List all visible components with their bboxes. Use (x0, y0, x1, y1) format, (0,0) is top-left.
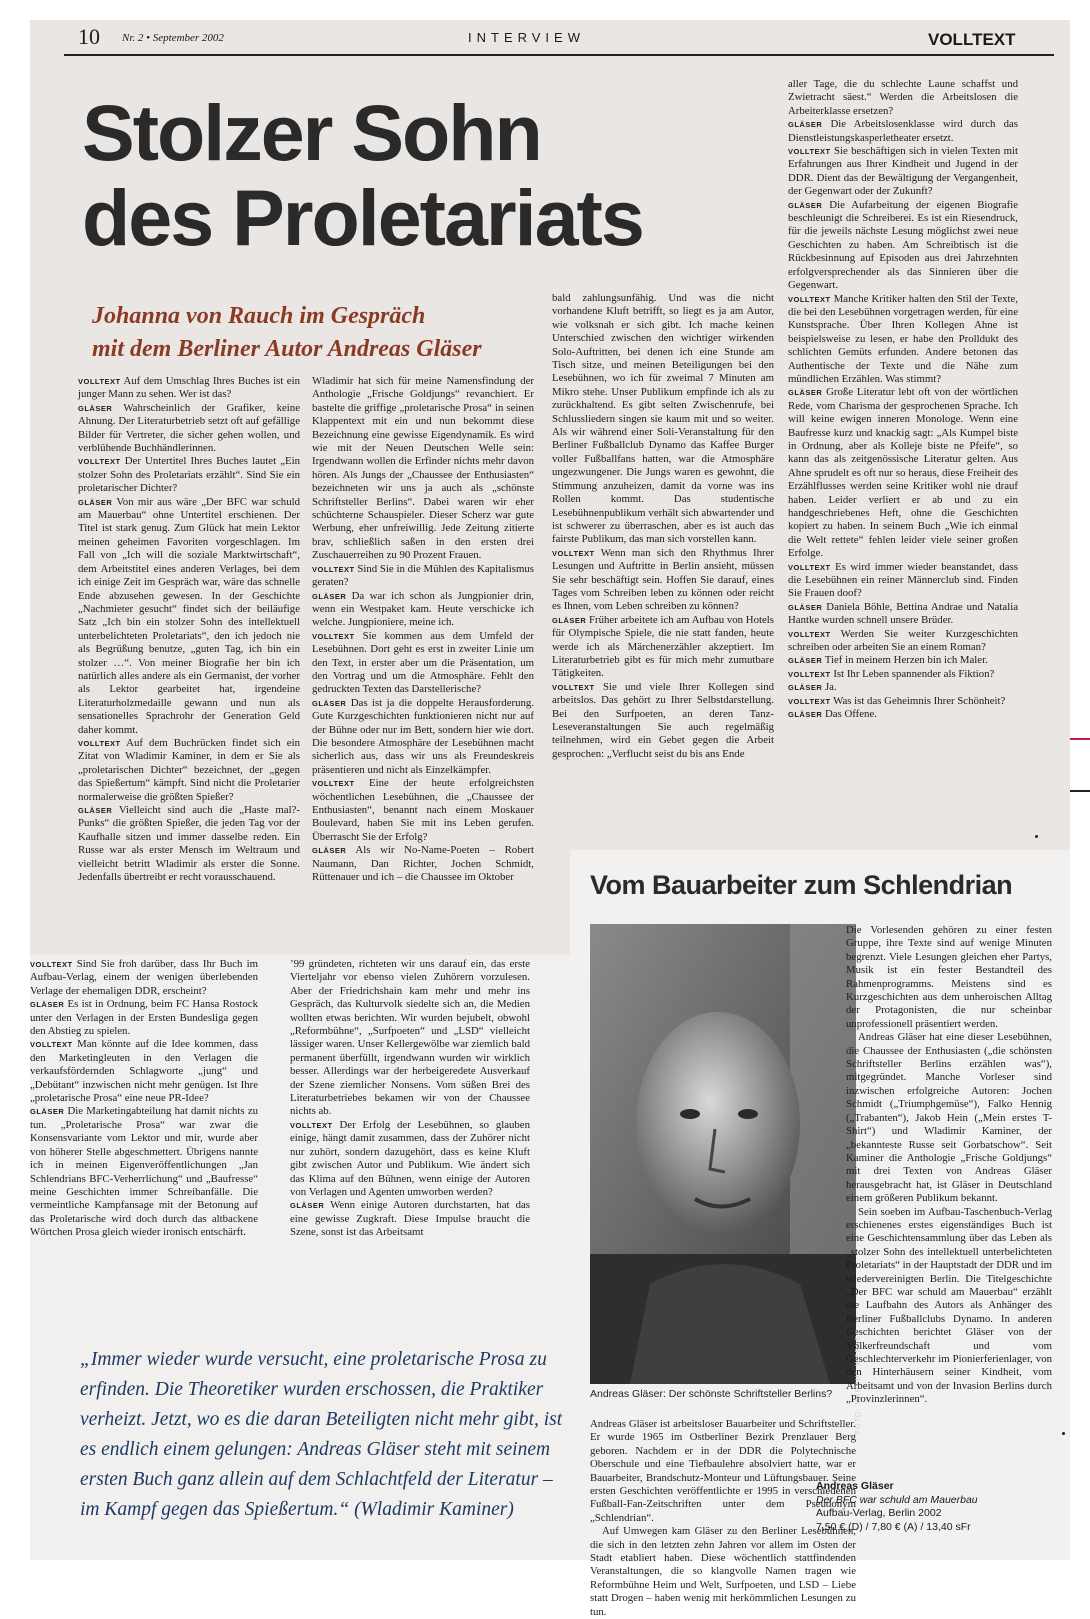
interview-paragraph (552, 681, 774, 761)
paragraph-text: Sind Sie in die Mühlen des Kapitalismus geraten? (312, 562, 534, 589)
interview-paragraph (552, 547, 774, 614)
speaker-label: VOLLTEXT (30, 960, 73, 969)
clip-column-1 (30, 958, 258, 1338)
bio-column-2 (846, 924, 1052, 1476)
book-info (816, 1480, 1066, 1534)
paragraph-text: Früher arbeitete ich am Aufbau von Hotels für Olympische Spiele, die nie statt fanden, heute werde ich als Märchenerzähler akzeptiert. Im Literaturbetrieb gibt es für mich mehr zumutbare Tätigkeiten. (552, 613, 774, 680)
interview-paragraph (290, 958, 530, 1119)
bio-paragraph: Sein soeben im Aufbau-Taschenbuch-Verlag erschienenes erstes eigenständiges Buch ist eine Geschichtensammlung über das Leben als „stolzer Sohn des intellektuell unterbelichteten Proletariats“ in der Hauptstadt der DDR und im wiedervereinigten Berlin. Die Titelgeschichte „Der BFC war schuld am Mauerbau“ erzählt die Laufbahn des Autors als Anhänger des Berliner Fußballclubs Dynamo. In anderen Geschichten berichtet Gläser von der Völkerfreundschaft und vom Geschlechterverkehr im Pionierferienlager, von den Hinterhäusern seiner Kindheit, vom Arbeitsamt und von der Invasion Berlins durch „Provinzlerinnen“. (846, 1205, 1052, 1406)
photo-credit: FOTO: MARKUS WERNER (855, 1328, 862, 1434)
speaker-label: VOLLTEXT (788, 696, 831, 706)
interview-paragraph (312, 630, 534, 697)
paragraph-text: Wahrscheinlich der Grafiker, keine Ahnung. Der Literaturbetrieb setzt oft auf gefällige Bilder für Vertreter, die sicher gehen wollen, und verblühende Buchhändlerinnen. (78, 401, 301, 455)
bio-paragraph: Andreas Gläser ist arbeitsloser Bauarbeiter und Schriftsteller. Er wurde 1965 im Ostberliner Bezirk Prenzlauer Berg geboren. Nachdem er in der DDR die Polytechnische Oberschule und eine Tiefbaulehre absolviert hatte, war er Bauarbeiter, Brandschutz-Monteur und Lüftungsbauer. Seine ersten Geschichten veröffentlichte er 1995 in verschiedenen Fußball-Fan-Zeitschriften unter dem Pseudonym „Schlendrian“. (590, 1418, 856, 1524)
article-column-1 (78, 375, 300, 953)
paragraph-text: Vielleicht sind auch die „Haste mal?-Punks“ die größten Spießer, die jeden Tag vor der Kaufhalle sitzen und immer dasselbe reden. Ein Russe war als erster Mensch im Weltraum und vielleicht betritt Wladimir als erster die Sonne. Jedenfalls übertreibt er recht vorausschauend. (78, 804, 300, 884)
interview-paragraph (788, 293, 1018, 387)
bio-paragraph: Auf Umwegen kam Gläser zu den Berliner Lesebühnen, die sich in den letzten zehn Jahren vor allem im Osten der Stadt etabliert haben. Diese wöchentlich stattfindenden Veranstaltungen, die so klangvolle Namen tragen wie Reformbühne Heim und Welt, Surfpoeten, und LSD – Liebe statt Drogen – haben wenig mit herkömmlichen Lesungen zu tun. (590, 1525, 856, 1618)
paragraph-text: Sind Sie froh darüber, dass Ihr Buch im Aufbau-Verlag, einem der wenigen überlebenden Verlage der ehemaligen DDR, erscheint? (30, 958, 259, 997)
speaker-label: GLÄSER (788, 200, 823, 210)
paragraph-text: Als wir No-Name-Poeten – Robert Naumann, Dan Richter, Jochen Schmidt, Rüttenauer und ich – die Chaussee im Oktober (312, 844, 534, 884)
headline-line-1: Stolzer Sohn (82, 88, 541, 177)
speaker-label: VOLLTEXT (788, 629, 831, 639)
speaker-label: GLÄSER (788, 388, 823, 398)
author-portrait-image (590, 924, 856, 1384)
interview-paragraph (788, 695, 1018, 708)
interview-paragraph (290, 1119, 530, 1199)
interview-paragraph (78, 375, 300, 402)
page-header (30, 20, 1070, 50)
paragraph-text: Das ist ja die doppelte Herausforderung. Gute Kurzgeschichten funktionieren nicht nur auf der Bühne oder nur im Bett, sondern hier wie dort. Die besondere Atmosphäre der Lesebühnen macht sicherlich aus, dass wir uns als Freundeskreis präsentieren und nicht als Einzelkämpfer. (312, 696, 535, 776)
interview-paragraph (788, 628, 1018, 655)
speaker-label: GLÄSER (78, 497, 113, 507)
speaker-label: GLÄSER (788, 120, 823, 130)
paragraph-text: Die Aufarbeitung der eigenen Biografie beschleunigt die Schreiberei. Es ist ein Riesendruck, für die jeweils nächste Lesung möglichst zwei neue Geschichten zu haben. Am Schreibtisch ist die Rückbesinnung auf Episoden aus drei Jahrzehnten erfolgversprechender als das Sinnieren über die Gegenwart. (788, 198, 1018, 292)
interview-paragraph (788, 386, 1018, 560)
book-price: 7,50 € (D) / 7,80 € (A) / 13,40 sFr (816, 1520, 971, 1533)
paragraph-text: Sie beschäftigen sich in vielen Texten mit Erfahrungen aus Ihrer Kindheit und Jugend in der DDR. Dient das der Bewältigung der Vergangenheit, der Gegenwart oder der Zukunft? (788, 145, 1019, 198)
speaker-label: GLÄSER (312, 698, 347, 708)
paragraph-text: aller Tage, die du schlechte Laune schaffst und Zwietracht säest.“ Werden die Arbeitslosen die Arbeiterklasse ersetzen? (788, 78, 1018, 117)
speaker-label: VOLLTEXT (788, 562, 831, 572)
paragraph-text: Es ist in Ordnung, beim FC Hansa Rostock unter den Verlagen in der Ersten Bundesliga gegen den Abstieg zu spielen. (30, 998, 258, 1038)
article-column-3 (552, 292, 774, 852)
speaker-label: VOLLTEXT (788, 147, 831, 157)
interview-paragraph (788, 199, 1018, 293)
issue-date: Nr. 2 • September 2002 (122, 32, 224, 44)
interview-paragraph (78, 737, 300, 804)
book-author: Andreas Gläser (816, 1480, 894, 1492)
interview-paragraph (312, 590, 534, 630)
header-rule (64, 54, 1054, 56)
speaker-label: GLÄSER (312, 846, 347, 856)
photo-caption: Andreas Gläser: Der schönste Schriftsteller Berlins? (590, 1388, 833, 1400)
interview-paragraph (30, 1038, 258, 1105)
interview-paragraph (78, 496, 300, 737)
bio-paragraph: Andreas Gläser hat eine dieser Lesebühnen, die Chaussee der Enthusiasten („die schönsten Schriftsteller Berlins erzählen was“), mitgegründet. Manche Vorleser sind inzwischen erfolgreiche Autoren: Jochen Schmidt („Triumphgemüse“), Falko Hennig („Trabanten“), Jakob Hein („Mein erstes T-Shirt“) und Wladimir Kaminer, der „bekannteste Russe seit Gorbatschow“. Seit Kaminer die Anthologie „Frische Goldjungs“ mit drei Texten von Andreas Gläser herausgebracht hat, ist Gläser in Deutschland einem größeren Publikum bekannt. (846, 1031, 1052, 1205)
interview-paragraph (788, 118, 1018, 145)
paragraph-text: Es wird immer wieder beanstandet, dass die Lesebühnen ein reiner Männerclub sind. Finden Sie Frauen doof? (788, 560, 1018, 600)
paragraph-text: Die Marketingabteilung hat damit nichts zu tun. „Proletarische Prosa“ war zwar die Konsensvariante vom Lektor und mir, wurde aber von höherer Stelle abgeschmettert. Übrigens nannte ich in meinen Eigenveröffentlichungen „Jan Schlendrians BFC-Verherrlichung“ und „Baufresse“ meine Geschichten immer Schreibanfälle. Die vermeintliche Kampfansage mit der Betonung auf das Proletarische wird doch durch das altbackene Wörtchen Prosa gleich wieder ironisch entschärft. (30, 1105, 259, 1239)
paragraph-text: Ja. (824, 681, 837, 694)
interview-paragraph (788, 668, 1018, 681)
headline (82, 90, 782, 260)
speaker-label: GLÄSER (788, 602, 823, 612)
interview-paragraph (788, 654, 1018, 667)
speaker-label: GLÄSER (312, 591, 347, 601)
interview-paragraph (788, 561, 1018, 601)
interview-paragraph (78, 455, 300, 495)
speaker-label: GLÄSER (290, 1201, 325, 1211)
speaker-label: VOLLTEXT (78, 377, 121, 386)
end-mark (1035, 835, 1038, 838)
interview-paragraph (788, 145, 1018, 199)
section-label: INTERVIEW (468, 30, 585, 45)
speaker-label: VOLLTEXT (312, 779, 355, 789)
speaker-label: VOLLTEXT (552, 548, 595, 558)
margin-mark (1070, 790, 1090, 792)
book-publisher: Aufbau-Verlag, Berlin 2002 (816, 1507, 942, 1519)
paragraph-text: Der Untertitel Ihres Buches lautet „Ein stolzer Sohn des Proletariats erzählt“. Sind Sie ein proletarischer Dichter? (78, 455, 300, 495)
speaker-label: VOLLTEXT (788, 669, 831, 679)
page-number: 10 (78, 24, 100, 49)
paragraph-text: Die Arbeitslosenklasse wird durch das Dienstleistungskasperletheater ersetzt. (788, 118, 1018, 144)
speaker-label: VOLLTEXT (312, 631, 355, 641)
bio-sidebar (570, 850, 1070, 1618)
interview-paragraph (78, 804, 300, 884)
subhead-line-1: Johanna von Rauch im Gespräch (92, 303, 426, 329)
paragraph-text: Von mir aus wäre „Der BFC war schuld am Mauerbau“ ohne Untertitel erschienen. Der Titel ist stark genug. Zum Glück hat mein Lektor meinen geheimen Favoriten vorgeschlagen. Im Fall von „Ich will die soziale Marktwirtschaft“, dem Arbeitstitel eines anderen Verlages, bei dem ich einige Zeit im Gespräch war, wäre das schnelle Ende abzusehen gewesen. In der Geschichte „Nachmieter gesucht“ findet sich der beiläufige Satz „Ich bin ein stolzer Sohn des intellektuell unterbelichteten Proletariats“, den ich jedoch nie als Begrüßung benutze, „guten Tag, ich bin ein stolzer …“. Von meiner Biografie her bin ich natürlich alles andere als ein Germanist, der vorher als Lektor gearbeitet hat, irgendeine Literaturholzmedaille gewann und nun als sensationelles Sprachrohr der Generation Geld daher kommt. (78, 495, 300, 736)
subheadline (92, 300, 562, 366)
interview-paragraph (788, 601, 1018, 628)
speaker-label: GLÄSER (78, 806, 113, 815)
paragraph-text: Ist Ihr Leben spannender als Fiktion? (833, 667, 995, 680)
publication-name: VOLLTEXT (928, 30, 1016, 49)
interview-paragraph (78, 402, 300, 456)
interview-paragraph (30, 958, 258, 998)
speaker-label: GLÄSER (78, 403, 113, 413)
speaker-label: VOLLTEXT (78, 457, 121, 467)
interview-paragraph (312, 697, 534, 777)
article-column-2 (312, 375, 534, 955)
paragraph-text: Wenn einige Autoren durchstarten, hat das eine gewisse Zugkraft. Diese Impulse braucht die Szene, sonst ist das Arbeitsamt (290, 1199, 530, 1239)
paragraph-text: Sie und viele Ihrer Kollegen sind arbeitslos. Das gehört zu Ihrer Selbstdarstellung. Bei den Surfpoeten, an deren Tanz-Leseveranstaltungen Sie auch regelmäßig teilnehmen, wird ein Gebet gegen die Arbeit gesprochen: „Verflucht seist du bis ans Ende (552, 680, 774, 760)
speaker-label: GLÄSER (788, 656, 823, 666)
interview-paragraph (788, 708, 1018, 721)
subhead-line-2: mit dem Berliner Autor Andreas Gläser (92, 336, 482, 362)
interview-paragraph (312, 777, 534, 844)
interview-paragraph (30, 998, 258, 1038)
newspaper-page (30, 20, 1070, 1618)
speaker-label: VOLLTEXT (78, 738, 121, 748)
speaker-label: VOLLTEXT (552, 682, 595, 692)
paragraph-text: Manche Kritiker halten den Stil der Texte, die bei den Lesebühnen vorgetragen werden, für eine Kunstsprache. Über Ihren Kollegen Ahne ist beispielsweise zu lesen, er habe den Prolldukt des schlichten Gemüts erfunden. Andere betonen das Authentische der Texte und die Nähe zum mündlichen Erzählen. Was stimmt? (788, 292, 1019, 385)
interview-paragraph (788, 681, 1018, 694)
speaker-label: VOLLTEXT (312, 564, 355, 574)
speaker-label: GLÄSER (788, 683, 823, 693)
pull-quote: „Immer wieder wurde versucht, eine proletarische Prosa zu erfinden. Die Theoretiker wurden erschossen, die Praktiker verheizt. Jetzt, wo es die daran Beteiligten nicht mehr gibt, ist es endlich einem gelungen: Andreas Gläser steht mit seinem ersten Buch ganz allein auf dem Schlachtfeld der Literatur – im Kampf gegen das Spießertum.“ (Wladimir Kaminer) (80, 1349, 563, 1520)
paragraph-text: Werden Sie weiter Kurzgeschichten schreiben oder arbeiten Sie an einem Roman? (788, 627, 1018, 654)
speaker-label: VOLLTEXT (30, 1040, 73, 1050)
interview-paragraph (552, 614, 774, 681)
bio-paragraph: Die Vorlesenden gehören zu einer festen Gruppe, ihre Texte sind auf wenige Minuten begrenzt. Viele Lesungen gleichen eher Partys, Musik ist ein fester Bestandteil des Rahmenprogramms. Meistens sind es Kurzgeschichten aus dem unheroischen Alltag der Protagonisten, die nur scheinbar unprofessionell präsentiert werden. (846, 924, 1052, 1030)
paragraph-text: Der Erfolg der Lesebühnen, so glauben einige, hängt damit zusammen, dass der Zuhörer nicht nur zuhört, sondern dazugehört, dass es keine Kluft gibt zwischen Autor und Publikum. Wie ändert sich das Klima auf den Bühnen, wenn einige der Autoren von Verlagen und Agenten umworben werden? (290, 1118, 530, 1198)
headline-line-2: des Proletariats (82, 173, 643, 262)
paragraph-text: Tief in meinem Herzen bin ich Maler. (824, 654, 988, 667)
speaker-label: GLÄSER (30, 1000, 65, 1010)
speaker-label: VOLLTEXT (290, 1120, 333, 1130)
speaker-label: GLÄSER (788, 710, 823, 720)
clip-column-2 (290, 958, 530, 1338)
end-mark-sidebar (1062, 1432, 1065, 1435)
paragraph-text: ’99 gründeten, richteten wir uns darauf ein, das erste Vierteljahr vor ebenso vielen Zuhörern vorzulesen. Aber der Friedrichshain kam mehr und mehr ins Gespräch, das Kulturvolk siedelte sich an, die Medien wollten etwas berichten. Wir wurden bejubelt, obwohl „Reformbühne“, „Surfpoeten“ und „LSD“ vielleicht lässiger waren. Unser Kellergewölbe war ziemlich bald permanent überfüllt, irgendwann wurden wir wirklich besser. Allerdings war der herbeigeredete Ausverkauf der Szene ziemlicher Nonsens. Vom süßen Brei des Literaturbetriebes bekamen wir von der Chaussee nichts ab. (290, 958, 530, 1118)
paragraph-text: Daniela Böhle, Bettina Andrae und Natalia Hantke wurden schnell unsere Brüder. (788, 600, 1018, 627)
speaker-label: GLÄSER (30, 1107, 65, 1117)
sidebar-title: Vom Bauarbeiter zum Schlendrian (590, 870, 1013, 900)
paragraph-text: Große Literatur lebt oft von der wörtlichen Rede, vom Charisma der gesprochenen Sprache. Ich will keine ewigen inneren Monologe. Wenn eine Baufresse kurz und knackig sagt: „Als Kumpel biste in Ordnung, aber als Kolleje biste ne Pfeife“, so kann das als zeitgenössische Literatur gelten. Aus Ahne sprudelt es oft nur so heraus, diese Freiheit des Erzählflusses werden seine Kritiker wohl nie drauf haben. Leider verliert er ab und zu ein handgeschriebenes Heft, ohne die Geschichten kopiert zu haben. In seinem Buch „Wie ich einmal die Welt rettete“ fehlen leider viele seiner großen Erfolge. (788, 386, 1018, 560)
paragraph-text: bald zahlungsunfähig. Und was die nicht vorhandene Kluft betrifft, so liegt es ja am Autor, wie volksnah er sich gibt. Ich mache keinen Unterschied zwischen den wichtiger wirkenden Solo-Auftritten, bei denen ich eine Stunde am Tisch sitze, und meinen Beteiligungen bei den Lesebühnen, wo ich für zweimal 7 Minuten am Mikro stehe. Unser Publikum empfinde ich als zu zurückhaltend. Es gibt selten Zwischenrufe, bei Schlussliedern singen sie kaum mit und so weiter. Als wir während einer Soli-Veranstaltung für den Berliner Fußballclub Dynamo das Kaffee Burger voller Fußballfans hatten, war die Atmosphäre ungezwungener. Die Jungs waren es gewohnt, die Stimmung anzuheizen, damit da vorne was ins Rollen kommt. Das studentische Lesebühnenpublikum verhält sich abwartender und ist schwerer zu überraschen, aber es ist auch das fairste Publikum, das man sich vorstellen kann. (552, 292, 774, 546)
interview-paragraph (312, 563, 534, 590)
speaker-label: VOLLTEXT (788, 294, 831, 304)
interview-paragraph (290, 1199, 530, 1239)
paragraph-text: Da war ich schon als Jungpionier drin, wenn ein Westpaket kam. Heute verschicke ich welche. Jungpioniere, meine ich. (312, 589, 534, 629)
book-title: Der BFC war schuld am Mauerbau (816, 1493, 978, 1506)
paragraph-text: Auf dem Buchrücken findet sich ein Zitat von Wladimir Kaminer, in dem er Sie als „proletarischen Dichter“ bezeichnet, der „gegen das Spießertum“ kämpft. Sind nicht die Proletarier normalerweise die größten Spießer? (78, 736, 300, 803)
paragraph-text: Was ist das Geheimnis Ihrer Schönheit? (833, 694, 1006, 707)
paragraph-text: Man könnte auf die Idee kommen, dass den Marketingleuten in den Verlagen die verkaufsfördernden Schlagworte „jung“ und „Debütant“ inzwischen nicht mehr genügen. Ist Ihre „proletarische Prosa“ eine neue PR-Idee? (30, 1038, 258, 1105)
article-column-4 (788, 78, 1018, 850)
interview-paragraph (788, 78, 1018, 118)
interview-paragraph (312, 844, 534, 884)
margin-accent-mark (1070, 738, 1090, 740)
interview-paragraph (312, 375, 534, 563)
paragraph-text: Auf dem Umschlag Ihres Buches ist ein junger Mann zu sehen. Wer ist das? (78, 375, 300, 401)
paragraph-text: Sie kommen aus dem Umfeld der Lesebühnen. Dort geht es erst in zweiter Linie um den Text, in erster aber um die Präsentation, um den Vortrag und um die Atmosphäre. Fehlt den gedruckten Texten das Darstellerische? (312, 629, 535, 696)
interview-paragraph (30, 1105, 258, 1239)
paragraph-text: Wladimir hat sich für meine Namensfindung der Anthologie „Frische Goldjungs“ revanchiert. Er bastelte die griffige „proletarische Prosa“ in seinen Klappentext mit ein und nun bekommt diese Bezeichnung eine gewisse Eigendynamik. Es wird wie mit der Neuen Deutschen Welle sein: Irgendwann wollen die Erfinder nichts mehr davon hören. Als Jungs der „Chaussee der Enthusiasten“ bezeichneten wir uns ja auch als „schönste Schriftsteller Berlins“. Dabei waren wir eher schüchterne Schauspieler. Dieser Scherz war gute Werbung, eher unfreiwillig. Jede Zeitung zitierte brav, schließlich saßen in den ersten drei Zuschauerreihen zu 90 Prozent Frauen. (312, 375, 534, 562)
speaker-label: GLÄSER (552, 615, 587, 625)
paragraph-text: Eine der heute erfolgreichsten wöchentlichen Lesebühnen, die „Chaussee der Enthusiasten“, benannt nach einem Moskauer Boulevard, haben Sie mit ins Leben gerufen. Überrascht Sie der Erfolg? (312, 777, 534, 843)
paragraph-text: Das Offene. (824, 708, 877, 721)
interview-paragraph (552, 292, 774, 547)
paragraph-text: Wenn man sich den Rhythmus Ihrer Lesungen und Auftritte in Berlin ansieht, müssen Sie sehr beschäftigt sein. Hoffen Sie darauf, eines Tages vom Schreiben leben zu können oder reicht es Ihnen, vom Leben schreiben zu können? (552, 546, 774, 613)
